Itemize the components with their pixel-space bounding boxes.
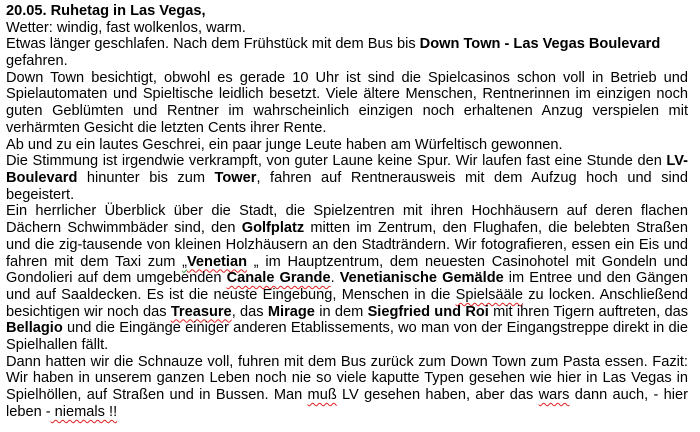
- place-venetian: Venetian: [186, 253, 248, 270]
- paragraph-5: Ein herrlicher Überblick über die Stadt, die Spielzentren mit ihren Hochhäusern auf deren flachen Dächern Schwimmbäder sind, den Golfplatz mitten im Zentrum, den Flughafen, die belebten Straßen und die zig-tausende von kleinen Holzhäusern an den Stadträndern. Wir fotografieren, essen ein Eis und fahren mit dem Taxi zum „Venetian „ im Hauptzentrum, dem neuesten Casinohotel mit Gondeln und Gondolieri auf dem umgebenden Canale Grande. Venetianische Gemälde im Entree und den Gängen und auf Saaldecken. Es ist die neuste Eingebung, Menschen in die Spielsääle zu locken. Anschließend besichtigen wir noch das Treasure, das Mirage in dem Siegfried und Roi mit ihren Tigern auftreten, das Bellagio und die Eingänge einiger anderen Etablissements, wo man von der Eingangstreppe direkt in die Spielhallen fällt.: [6, 203, 688, 354]
- place-treasure: Treasure: [170, 303, 232, 320]
- word-wars: wars: [538, 387, 570, 404]
- place-mirage: Mirage: [267, 303, 315, 320]
- quote-mark: „: [182, 253, 187, 270]
- place-lv-boulevard: LV-Boulevard: [6, 153, 688, 186]
- word-spielsaale: Spielsääle: [455, 286, 523, 303]
- paragraph-1: Etwas länger geschlafen. Nach dem Frühstück mit dem Bus bis Down Town - Las Vegas Boulevard gefahren.: [6, 36, 661, 70]
- place-down-town: Down Town - Las Vegas Boulevard: [419, 36, 661, 53]
- venetian-paintings: Venetianische Gemälde: [339, 270, 504, 287]
- diary-entry: [6, 3, 694, 421]
- place-bellagio: Bellagio: [6, 320, 63, 337]
- place-canale-grande: Canale Grande: [226, 270, 331, 287]
- place-golfplatz: Golfplatz: [241, 220, 305, 237]
- weather-line: Wetter: windig, fast wolkenlos, warm.: [6, 19, 246, 36]
- paragraph-6: Dann hatten wir die Schnauze voll, fuhren mit dem Bus zurück zum Down Town zum Pasta essen. Fazit: Wir haben in unserem ganzen Leben noch nie so viele kaputte Typen gesehen wie hier in Las Vegas in Spielhöllen, auf Straßen und in Bussen. Man muß LV gesehen haben, aber das wars dann auch, - hier leben - niemals !!: [6, 353, 688, 420]
- word-muss: muß: [307, 387, 337, 404]
- place-tower: Tower: [214, 169, 257, 186]
- word-niemals: niemals !!: [50, 403, 118, 420]
- paragraph-2: Down Town besichtigt, obwohl es gerade 10 Uhr ist sind die Spielcasinos schon voll in Betrieb und Spielautomaten und Spieltische leidlich besetzt. Viele ältere Menschen, Rentnerinnen im einzigen noch guten Geblümten und Rentner im wahrscheinlich einzigen noch erhaltenen Anzug verspielen mit verhärmten Gesicht die letzten Cents ihrer Rente.: [6, 69, 688, 136]
- paragraph-4: Die Stimmung ist irgendwie verkrampft, von guter Laune keine Spur. Wir laufen fast eine Stunde den LV-Boulevard hinunter bis zum Tower, fahren auf Rentnerausweis mit dem Aufzug hoch und sind begeistert.: [6, 153, 688, 203]
- siegfried-und-roi: Siegfried und Roi: [367, 303, 489, 320]
- paragraph-3: Ab und zu ein lautes Geschrei, ein paar junge Leute haben am Würfeltisch gewonnen.: [6, 136, 563, 153]
- entry-heading: 20.05. Ruhetag in Las Vegas,: [6, 3, 206, 19]
